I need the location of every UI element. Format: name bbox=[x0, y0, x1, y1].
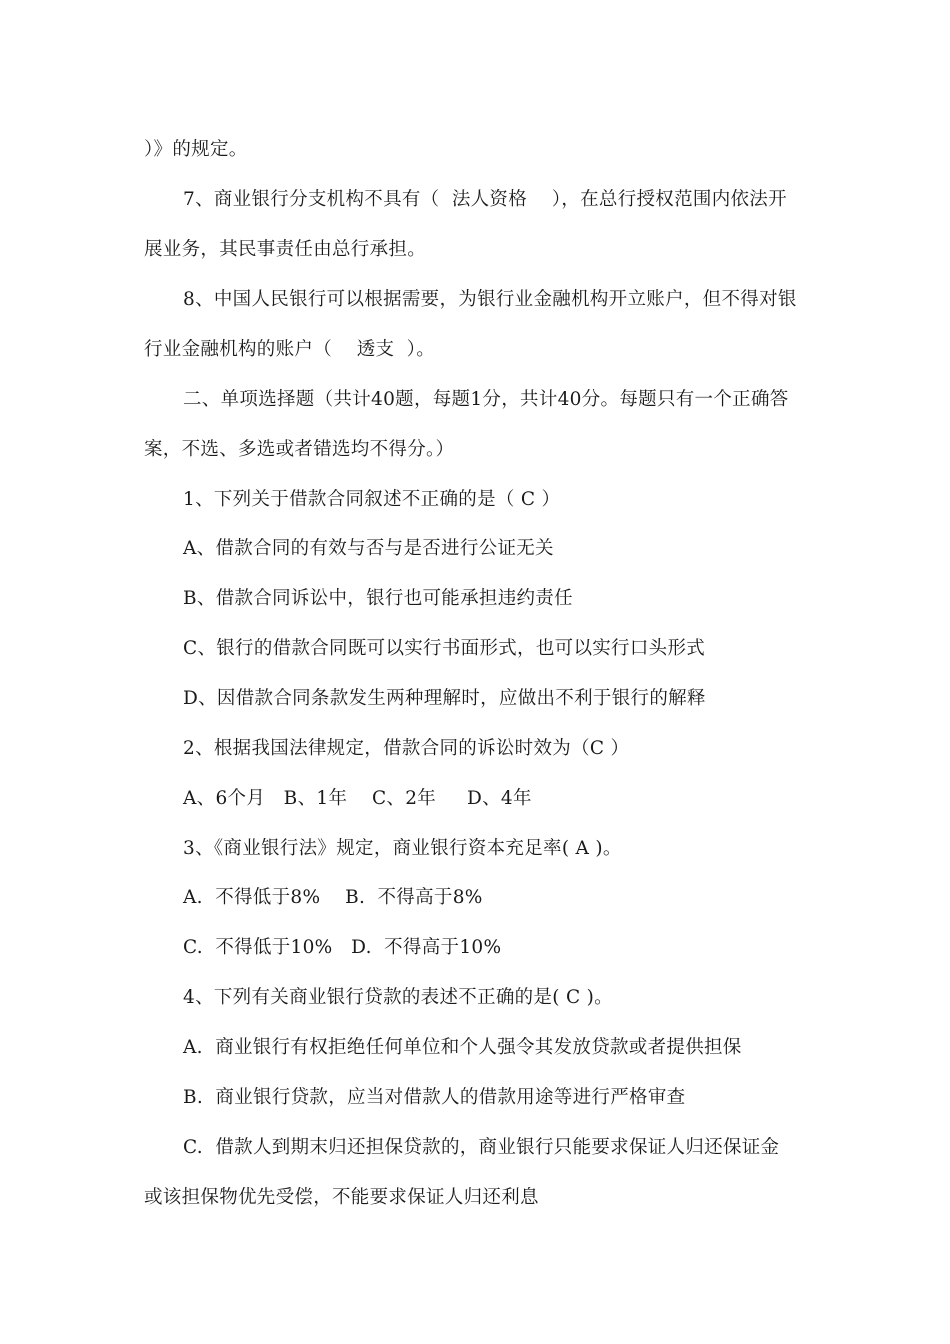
question-4-option-b: B. 商业银行贷款，应当对借款人的借款用途等进行严格审查 bbox=[183, 1087, 686, 1108]
question-7-line-1: 7、商业银行分支机构不具有（ 法人资格 ），在总行授权范围内依法开 bbox=[183, 189, 787, 210]
question-4-option-c-line-1: C. 借款人到期末归还担保贷款的，商业银行只能要求保证人归还保证金 bbox=[183, 1137, 780, 1158]
question-4-option-a: A. 商业银行有权拒绝任何单位和个人强令其发放贷款或者提供担保 bbox=[183, 1037, 742, 1058]
question-1-option-a: A、借款合同的有效与否与是否进行公证无关 bbox=[183, 538, 554, 559]
question-2: 2、根据我国法律规定，借款合同的诉讼时效为（C ） bbox=[183, 738, 630, 759]
question-2-options: A、6个月 B、1年 C、2年 D、4年 bbox=[183, 788, 532, 809]
question-3-options-ab: A. 不得低于8% B. 不得高于8% bbox=[183, 887, 483, 908]
question-1-option-c: C、银行的借款合同既可以实行书面形式，也可以实行口头形式 bbox=[183, 638, 706, 659]
question-1: 1、下列关于借款合同叙述不正确的是（ C ） bbox=[183, 489, 561, 510]
question-4: 4、下列有关商业银行贷款的表述不正确的是( C )。 bbox=[183, 987, 613, 1008]
section-heading-line-2: 案，不选、多选或者错选均不得分。） bbox=[144, 439, 455, 460]
question-8-line-1: 8、中国人民银行可以根据需要，为银行业金融机构开立账户，但不得对银 bbox=[183, 289, 797, 310]
text-line-continuation: ）》的规定。 bbox=[144, 139, 248, 160]
section-heading-line-1: 二、单项选择题（共计40题，每题1分，共计40分。每题只有一个正确答 bbox=[183, 389, 789, 410]
question-1-option-b: B、借款合同诉讼中，银行也可能承担违约责任 bbox=[183, 588, 573, 609]
question-7-line-2: 展业务，其民事责任由总行承担。 bbox=[144, 239, 427, 260]
question-8-line-2: 行业金融机构的账户（ 透支 ）。 bbox=[144, 339, 436, 360]
question-3-options-cd: C. 不得低于10% D. 不得高于10% bbox=[183, 937, 502, 958]
question-1-option-d: D、因借款合同条款发生两种理解时，应做出不利于银行的解释 bbox=[183, 688, 706, 709]
question-3: 3、《商业银行法》规定，商业银行资本充足率( A )。 bbox=[183, 838, 622, 859]
question-4-option-c-line-2: 或该担保物优先受偿，不能要求保证人归还利息 bbox=[144, 1187, 539, 1208]
